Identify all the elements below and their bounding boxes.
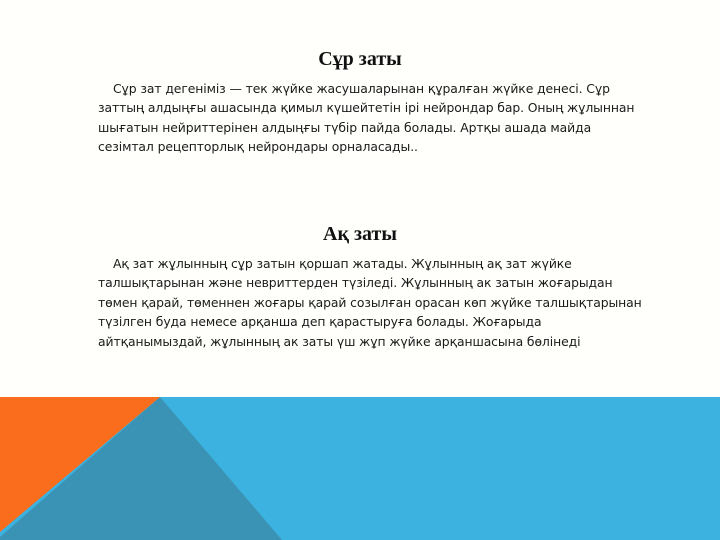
decorative-footer-band	[0, 397, 720, 540]
section-body-grey-matter: Сұр зат дегеніміз — тек жүйке жасушаларынан құралған жүйке денесі. Сұр заттың алдыңғы ашасында қимыл күшейтетін ірі нейрондар бар. Оның жұлыннан шығатын нейриттерінен алдыңғы түбір пайда болады. Артқы ашада майда сезімтал рецепторлық нейрондары орналасады..	[98, 81, 635, 155]
section-heading-white-matter: Ақ заты	[323, 223, 397, 245]
section-heading-grey-matter: Сұр заты	[318, 48, 402, 70]
section-body-white-matter: Ақ зат жұлынның сұр затын қоршап жатады. Жұлынның ақ зат жүйке талшықтарынан және невриттерден түзіледі. Жұлынның ак затын жоғарыдан төмен қарай, төменнен жоғары қарай созылған орасан көп жүйке талшықтарынан түзілген буда немесе арқанша деп қарастыруға болады. Жоғарыда айтқанымыздай, жұлынның ак заты үш жұп жүйке арқаншасына бөлінеді	[98, 256, 642, 349]
footer-shapes	[0, 397, 720, 540]
